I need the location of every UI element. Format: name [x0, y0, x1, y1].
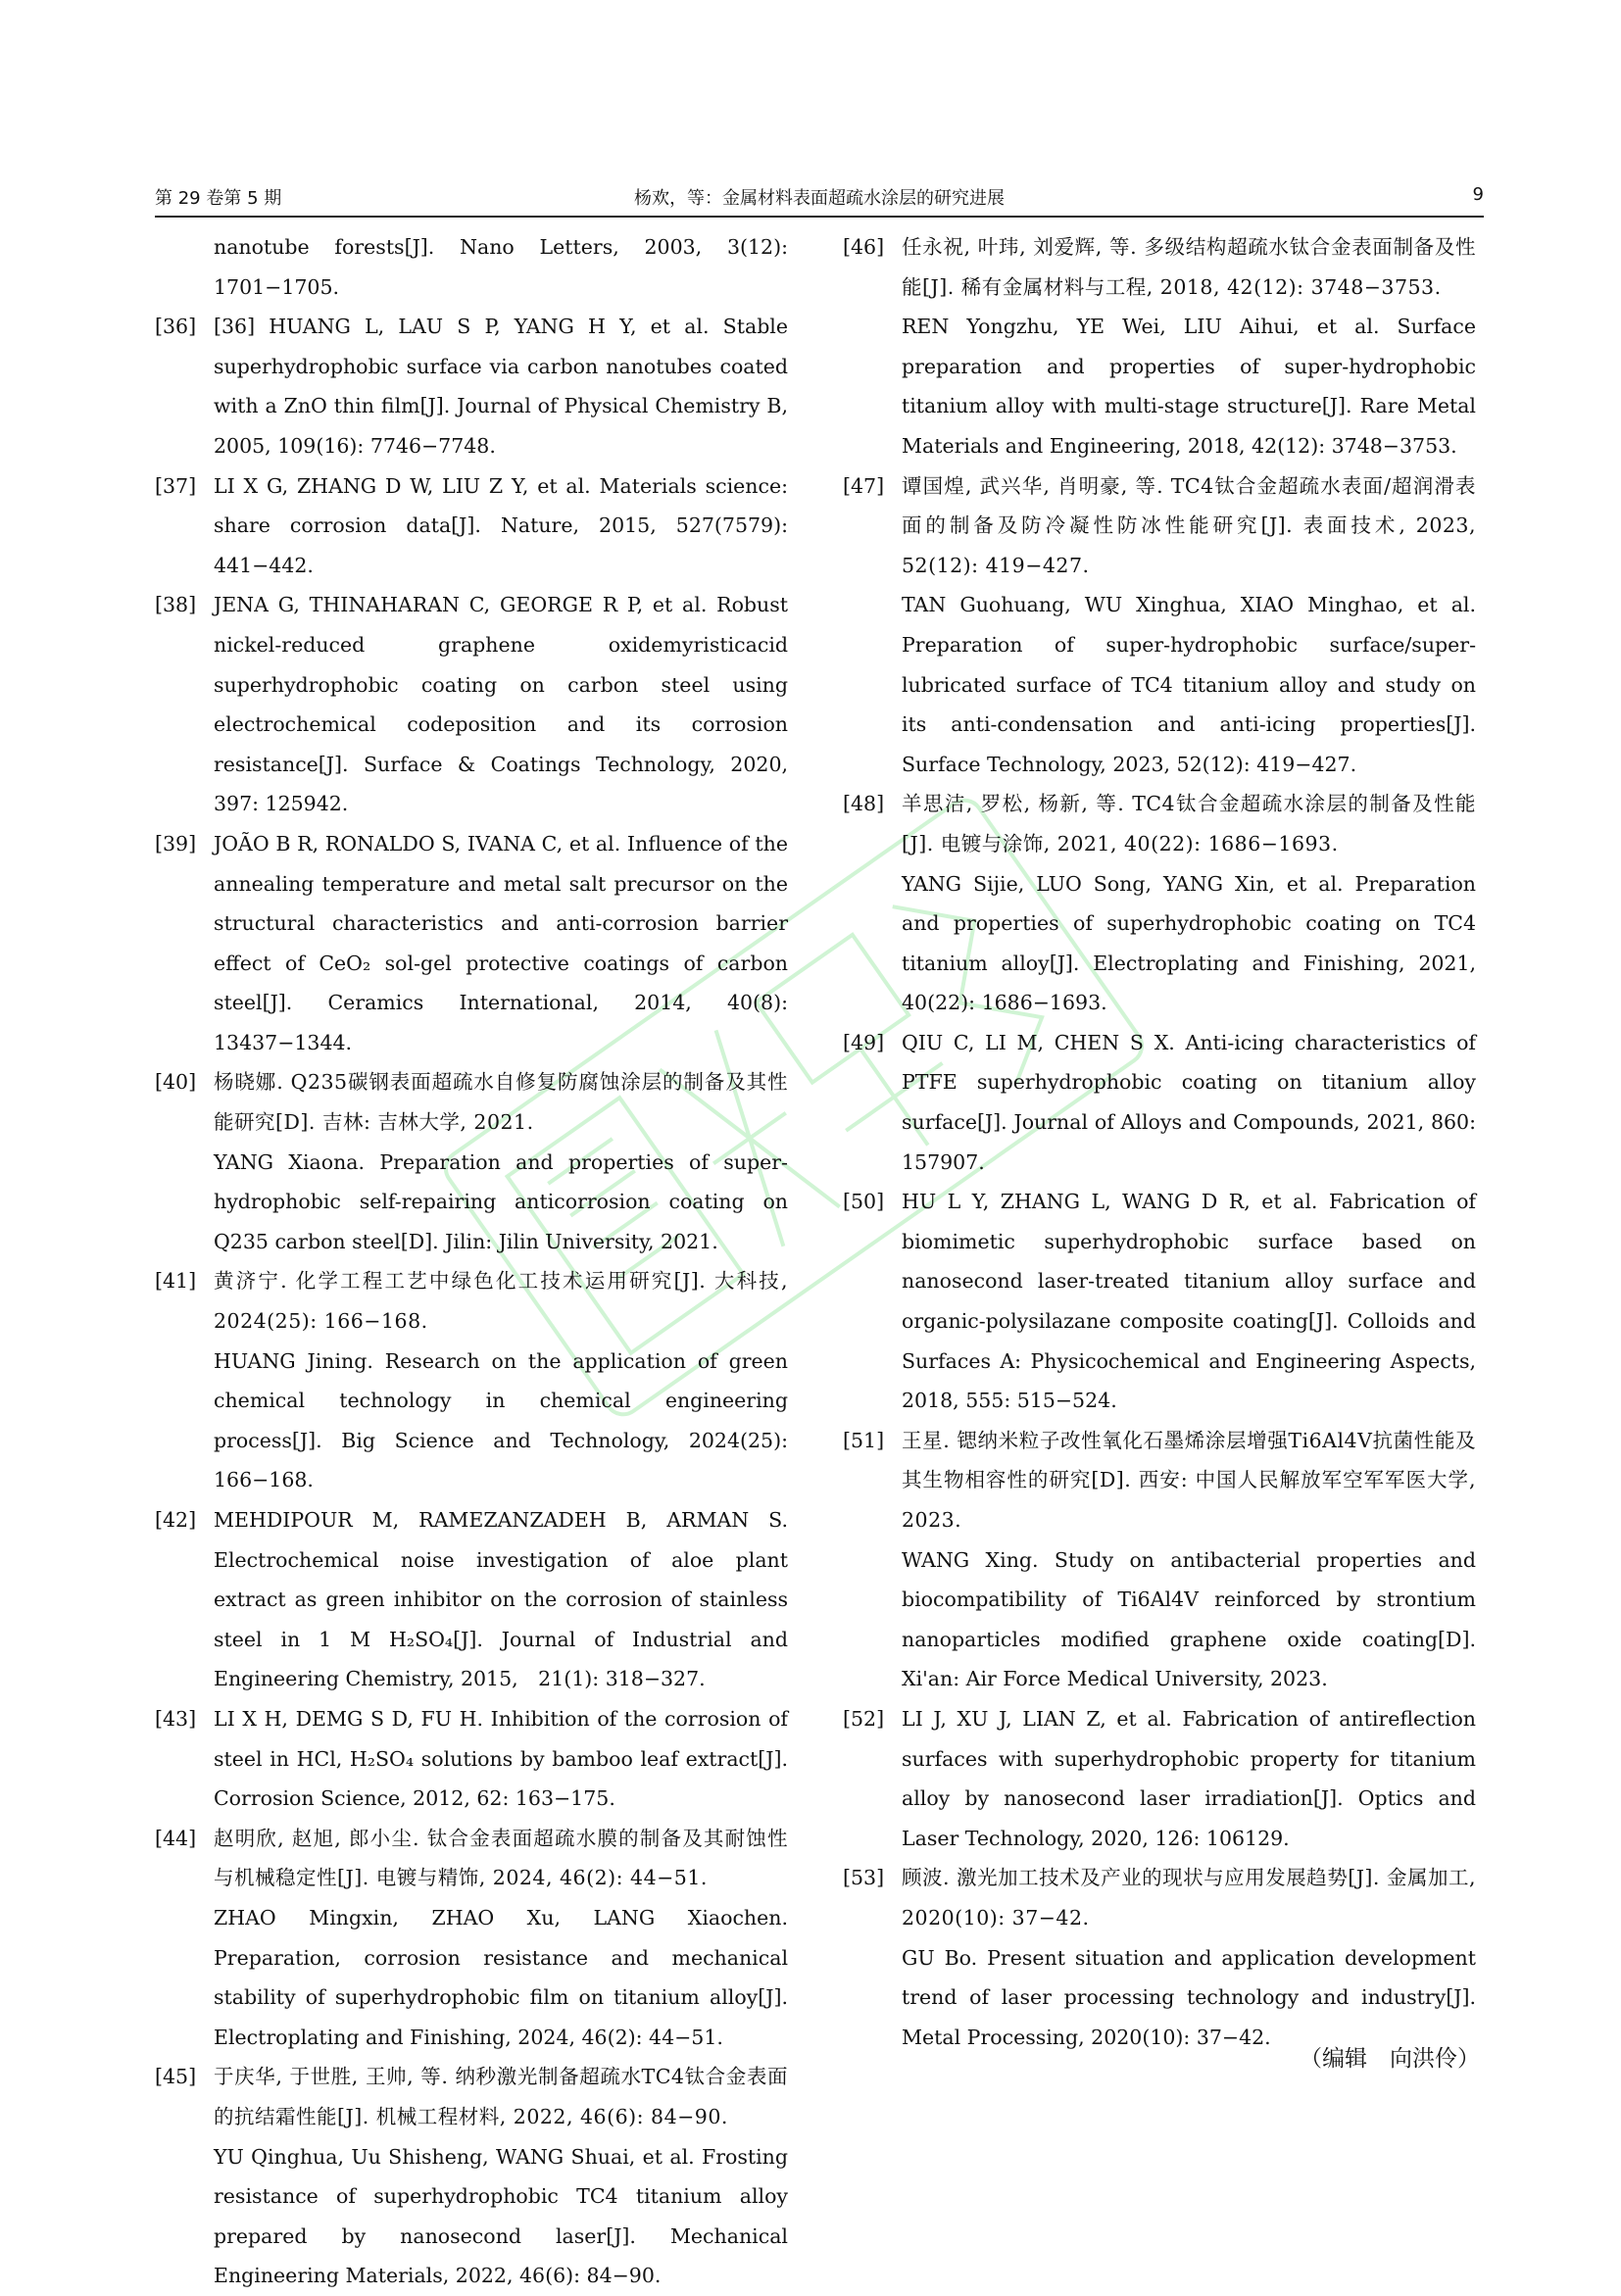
reference-number: [39]: [155, 831, 197, 855]
reference-text-chinese: 顾波. 激光加工技术及产业的现状与应用发展趋势[J]. 金属加工, 2020(10): 37−42.: [902, 1866, 1476, 1930]
reference-text-english: TAN Guohuang, WU Xinghua, XIAO Minghao, et al. Preparation of super-hydrophobic surface/super-lubricated surface of TC4 titanium alloy and study on its anti-condensation and anti-icing properties[J]. Surface Technology, 2023, 52(12): 419−427.: [902, 593, 1476, 776]
page-number: 9: [1472, 184, 1484, 205]
reference-entry: [843, 1421, 1476, 1699]
reference-text-english: MEHDIPOUR M, RAMEZANZADEH B, ARMAN S. Electrochemical noise investigation of aloe plant extract as green inhibitor on the corrosion of stainless steel in 1 M H₂SO₄[J]. Journal of Industrial and Engineering Chemistry, 2015, 21(1): 318−327.: [214, 1508, 788, 1691]
reference-number: [44]: [155, 1826, 197, 1850]
reference-text-english: YANG Xiaona. Preparation and properties of super-hydrophobic self-repairing anticorrosion coating on Q235 carbon steel[D]. Jilin: Jilin University, 2021.: [214, 1149, 788, 1253]
reference-entry: [155, 307, 788, 465]
reference-text-chinese: 羊思洁, 罗松, 杨新, 等. TC4钛合金超疏水涂层的制备及性能[J]. 电镀与涂饰, 2021, 40(22): 1686−1693.: [902, 792, 1476, 855]
reference-number: [46]: [843, 235, 885, 259]
reference-number: [50]: [843, 1190, 885, 1214]
references-right-column: [843, 227, 1476, 2057]
reference-number: [38]: [155, 593, 197, 617]
reference-text-english: LI X H, DEMG S D, FU H. Inhibition of the corrosion of steel in HCl, H₂SO₄ solutions by bamboo leaf extract[J]. Corrosion Science, 2012, 62: 163−175.: [214, 1706, 788, 1811]
reference-text-english: [36] HUANG L, LAU S P, YANG H Y, et al. Stable superhydrophobic surface via carbon nanotubes coated with a ZnO thin film[J]. Journal of Physical Chemistry B, 2005, 109(16): 7746−7748.: [214, 315, 788, 458]
reference-entry: [843, 1182, 1476, 1421]
running-header: [155, 184, 1484, 212]
reference-number: [37]: [155, 473, 197, 498]
reference-number: [53]: [843, 1866, 885, 1890]
reference-text-chinese: 任永祝, 叶玮, 刘爱辉, 等. 多级结构超疏水钛合金表面制备及性能[J]. 稀有金属材料与工程, 2018, 42(12): 3748−3753.: [902, 235, 1476, 299]
editor-credit: （编辑 向洪伶）: [1300, 2046, 1480, 2072]
reference-text-english: nanotube forests[J]. Nano Letters, 2003, 3(12): 1701−1705.: [214, 235, 788, 299]
reference-entry: [155, 585, 788, 824]
reference-text-english: WANG Xing. Study on antibacterial properties and biocompatibility of Ti6Al4V reinforced by strontium nanoparticles modified graphene oxide coating[D]. Xi'an: Air Force Medical University, 2023.: [902, 1547, 1476, 1691]
reference-entry: [155, 1261, 788, 1500]
reference-number: [36]: [155, 315, 197, 339]
reference-text-english: LI X G, ZHANG D W, LIU Z Y, et al. Materials science: share corrosion data[J]. Nature, 2015, 527(7579): 441−442.: [214, 473, 788, 577]
reference-text-english: LI J, XU J, LIAN Z, et al. Fabrication of antireflection surfaces with superhydrophobic property for titanium alloy by nanosecond laser irradiation[J]. Optics and Laser Technology, 2020, 126: 106129.: [902, 1706, 1476, 1850]
reference-entry: [155, 2057, 788, 2296]
reference-number: [49]: [843, 1030, 885, 1054]
running-title: 杨欢，等：金属材料表面超疏水涂层的研究进展: [634, 188, 1005, 209]
reference-text-english: YANG Sijie, LUO Song, YANG Xin, et al. Preparation and properties of superhydrophobic coating on TC4 titanium alloy[J]. Electroplating and Finishing, 2021, 40(22): 1686−1693.: [902, 871, 1476, 1015]
reference-entry: [843, 1858, 1476, 2057]
references-left-column: [155, 227, 788, 2296]
reference-text-english: GU Bo. Present situation and application development trend of laser processing technology and industry[J]. Metal Processing, 2020(10): 37−42.: [902, 1945, 1476, 2049]
reference-text-english: JOÃO B R, RONALDO S, IVANA C, et al. Influence of the annealing temperature and metal salt precursor on the structural characteristics and anti-corrosion barrier effect of CeO₂ sol-gel protective coatings of carbon steel[J]. Ceramics International, 2014, 40(8): 13437−1344.: [214, 831, 788, 1054]
reference-entry: [843, 1023, 1476, 1182]
reference-number: [48]: [843, 792, 885, 816]
reference-entry: [843, 784, 1476, 1023]
reference-entry: [843, 466, 1476, 785]
reference-text-english: YU Qinghua, Uu Shisheng, WANG Shuai, et al. Frosting resistance of superhydrophobic TC4 titanium alloy prepared by nanosecond laser[J]. Mechanical Engineering Materials, 2022, 46(6): 84−90.: [214, 2144, 788, 2288]
journal-volume-issue: 第 29 卷第 5 期: [155, 188, 282, 209]
reference-number: [47]: [843, 473, 885, 498]
reference-number: [45]: [155, 2065, 197, 2089]
reference-text-english: JENA G, THINAHARAN C, GEORGE R P, et al. Robust nickel-reduced graphene oxidemyristicacid superhydrophobic coating on carbon steel using electrochemical codeposition and its corrosion resistance[J]. Surface & Coatings Technology, 2020, 397: 125942.: [214, 593, 788, 816]
reference-text-chinese: 于庆华, 于世胜, 王帅, 等. 纳秒激光制备超疏水TC4钛合金表面的抗结霜性能[J]. 机械工程材料, 2022, 46(6): 84−90.: [214, 2065, 788, 2128]
reference-entry: [155, 1500, 788, 1699]
reference-entry: [155, 1699, 788, 1819]
reference-text-english: HUANG Jining. Research on the application of green chemical technology in chemical engineering process[J]. Big Science and Technology, 2024(25): 166−168.: [214, 1348, 788, 1492]
reference-entry: [155, 227, 788, 307]
reference-entry: [155, 1062, 788, 1261]
reference-text-chinese: 黄济宁. 化学工程工艺中绿色化工技术运用研究[J]. 大科技, 2024(25): 166−168.: [214, 1269, 788, 1334]
reference-entry: [843, 1699, 1476, 1858]
reference-number: [51]: [843, 1428, 885, 1452]
reference-entry: [843, 227, 1476, 466]
reference-number: [43]: [155, 1706, 197, 1731]
reference-text-chinese: 王星. 锶纳米粒子改性氧化石墨烯涂层增强Ti6Al4V抗菌性能及其生物相容性的研究[D]. 西安: 中国人民解放军空军军医大学, 2023.: [902, 1428, 1476, 1532]
reference-text-english: REN Yongzhu, YE Wei, LIU Aihui, et al. Surface preparation and properties of super-hydrophobic titanium alloy with multi-stage structure[J]. Rare Metal Materials and Engineering, 2018, 42(12): 3748−3753.: [902, 315, 1476, 458]
header-divider: [155, 216, 1484, 218]
reference-text-english: HU L Y, ZHANG L, WANG D R, et al. Fabrication of biomimetic superhydrophobic surface based on nanosecond laser-treated titanium alloy surface and organic-polysilazane composite coating[J]. Colloids and Surfaces A: Physicochemical and Engineering Aspects, 2018, 555: 515−524.: [902, 1190, 1476, 1413]
reference-number: [41]: [155, 1269, 197, 1294]
reference-text-chinese: 赵明欣, 赵旭, 郎小尘. 钛合金表面超疏水膜的制备及其耐蚀性与机械稳定性[J]. 电镀与精饰, 2024, 46(2): 44−51.: [214, 1826, 788, 1890]
reference-text-english: QIU C, LI M, CHEN S X. Anti-icing characteristics of PTFE superhydrophobic coating on titanium alloy surface[J]. Journal of Alloys and Compounds, 2021, 860: 157907.: [902, 1030, 1476, 1174]
reference-text-english: ZHAO Mingxin, ZHAO Xu, LANG Xiaochen. Preparation, corrosion resistance and mechanical stability of superhydrophobic film on titanium alloy[J]. Electroplating and Finishing, 2024, 46(2): 44−51.: [214, 1905, 788, 2049]
reference-entry: [155, 1819, 788, 2058]
reference-entry: [155, 466, 788, 586]
reference-number: [40]: [155, 1070, 197, 1095]
reference-text-chinese: 杨晓娜. Q235碳钢表面超疏水自修复防腐蚀涂层的制备及其性能研究[D]. 吉林: 吉林大学, 2021.: [214, 1070, 788, 1135]
reference-entry: [155, 824, 788, 1063]
reference-number: [42]: [155, 1508, 197, 1532]
reference-text-chinese: 谭国煌, 武兴华, 肖明豪, 等. TC4钛合金超疏水表面/超润滑表面的制备及防冷凝性防冰性能研究[J]. 表面技术, 2023, 52(12): 419−427.: [902, 473, 1476, 577]
reference-number: [52]: [843, 1706, 885, 1731]
